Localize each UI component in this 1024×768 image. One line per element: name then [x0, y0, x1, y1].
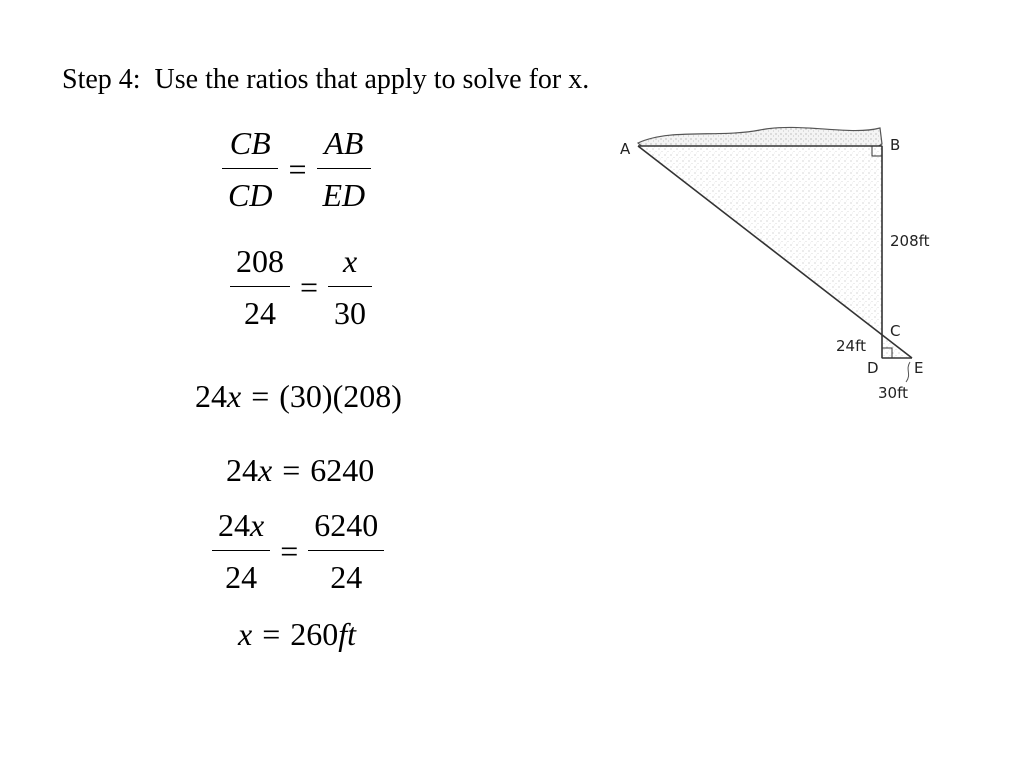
similar-triangles-diagram [610, 118, 970, 418]
denominator: 24 [330, 559, 363, 596]
solution-value: 260 [290, 616, 339, 652]
label-point-e: E [914, 359, 924, 377]
cross-multiply-equation [195, 378, 402, 414]
right-hand-side: (30)(208) [279, 378, 402, 414]
denominator: CD [228, 177, 273, 214]
product-equation [226, 452, 374, 488]
numerator: x [342, 243, 358, 279]
equals-sign: = [288, 151, 307, 188]
step-heading: Step 4: Use the ratios that apply to solve for x. [62, 64, 590, 95]
denominator: 30 [334, 295, 367, 332]
coefficient: 24 [218, 507, 250, 543]
denominator: 24 [244, 295, 276, 332]
fraction-x-30 [328, 242, 372, 332]
fraction-ab-ed [317, 124, 372, 214]
fraction-bar [308, 550, 384, 551]
fraction-bar [212, 550, 270, 551]
equals-sign: = [282, 452, 301, 488]
ratio-equation-values [230, 242, 372, 332]
fraction-bar [328, 286, 372, 287]
equals-sign: = [251, 378, 270, 414]
brace-de [906, 362, 910, 382]
divide-equation [212, 506, 384, 596]
coefficient: 24 [226, 452, 258, 488]
equals-sign: = [300, 269, 319, 306]
fraction-bar [230, 286, 290, 287]
variable: x [227, 378, 242, 414]
label-point-c: C [890, 322, 901, 340]
fraction-208-24 [230, 242, 290, 332]
numerator [212, 506, 270, 544]
label-point-d: D [867, 359, 879, 377]
label-bc-length: 208ft [890, 232, 930, 250]
denominator: ED [322, 177, 366, 214]
numerator: 208 [236, 243, 284, 279]
ratio-equation-letters [222, 124, 371, 214]
solution-equation [238, 616, 356, 652]
fraction-6240-24 [308, 506, 384, 596]
label-cd-length: 24ft [836, 337, 866, 355]
fraction-bar [317, 168, 372, 169]
solution-unit: ft [338, 616, 357, 652]
numerator: CB [229, 125, 271, 161]
coefficient: 24 [195, 378, 227, 414]
equals-sign: = [280, 533, 299, 570]
variable: x [250, 507, 265, 543]
variable: x [258, 452, 273, 488]
label-point-b: B [890, 136, 901, 154]
right-hand-side: 6240 [310, 452, 375, 488]
numerator: 6240 [314, 507, 379, 543]
label-de-length: 30ft [878, 384, 908, 402]
label-point-a: A [620, 140, 631, 158]
numerator: AB [324, 125, 364, 161]
variable: x [238, 616, 253, 652]
fraction-cb-cd [222, 124, 278, 214]
denominator: 24 [225, 559, 258, 596]
equals-sign: = [262, 616, 281, 652]
fraction-24x-24 [212, 506, 270, 596]
fraction-bar [222, 168, 278, 169]
